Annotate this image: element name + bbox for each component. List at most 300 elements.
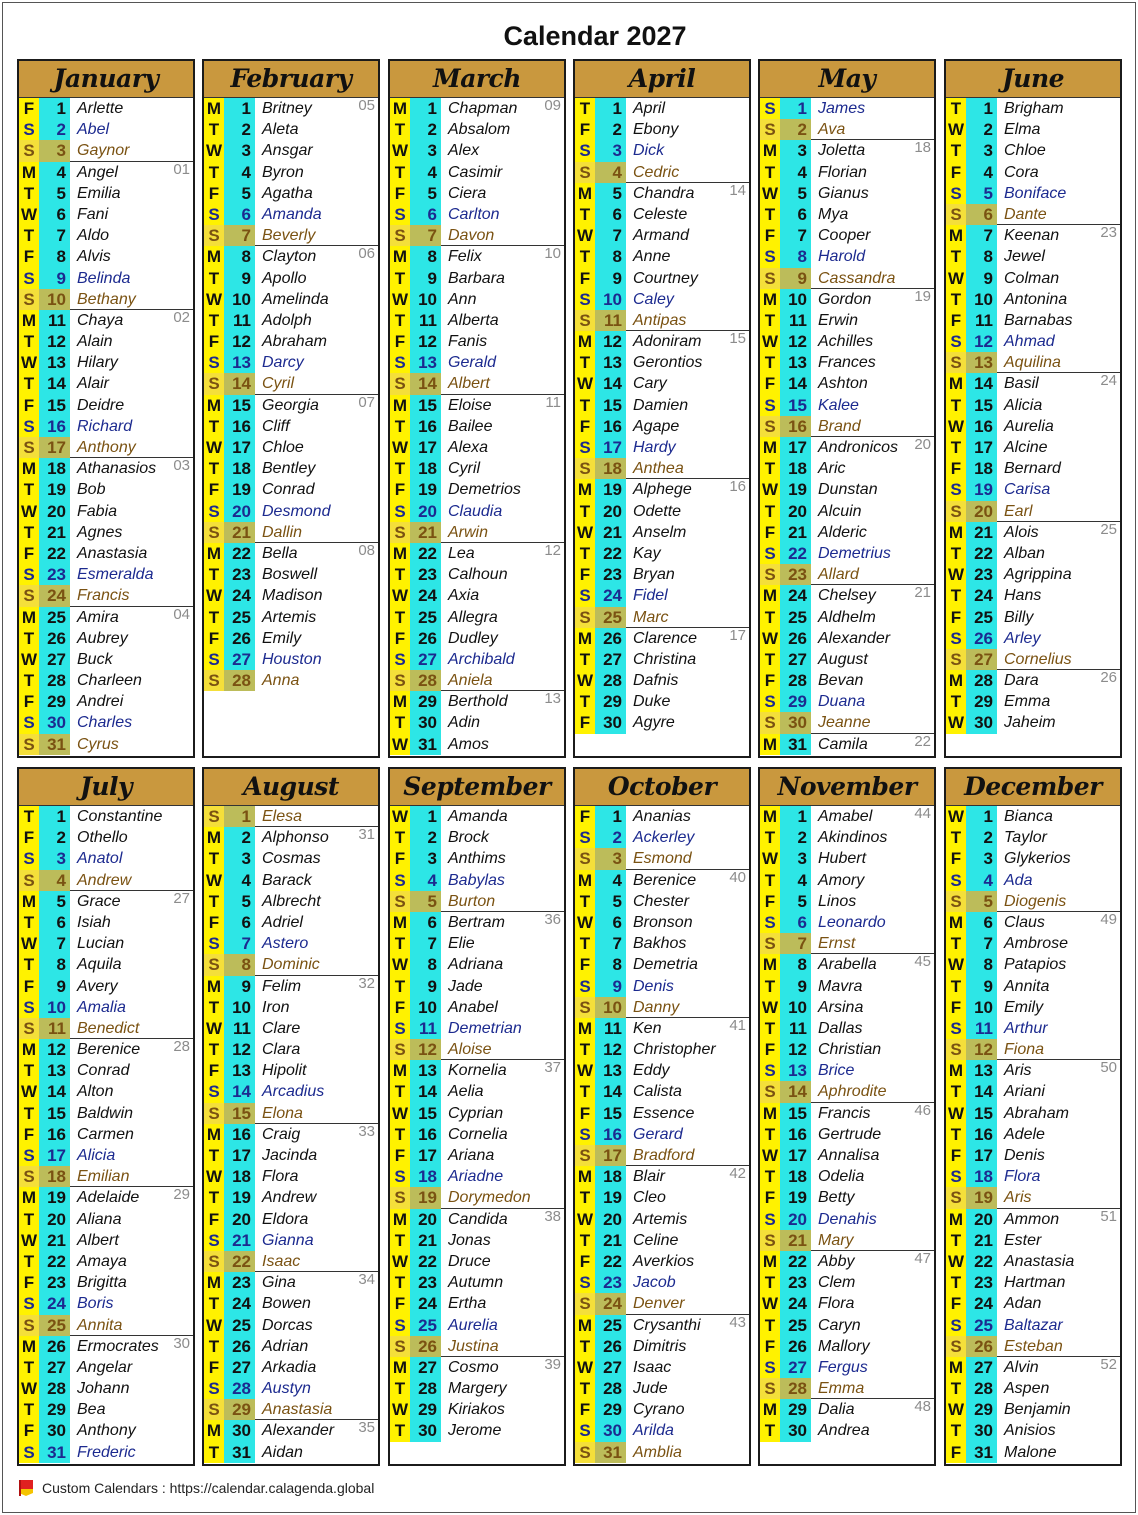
day-of-week-letter: S xyxy=(19,1018,39,1039)
name-day: Georgia xyxy=(262,396,319,414)
week-number: 27 xyxy=(173,889,190,907)
day-row xyxy=(19,522,193,543)
day-of-week-letter: M xyxy=(390,395,410,416)
day-of-week-letter: M xyxy=(575,1166,595,1187)
day-row xyxy=(204,98,378,119)
day-number: 16 xyxy=(224,416,255,437)
month-february xyxy=(202,59,380,758)
day-of-week-letter: F xyxy=(946,997,966,1018)
day-number: 1 xyxy=(224,806,255,827)
day-row xyxy=(19,543,193,564)
day-of-week-letter: W xyxy=(576,1209,594,1229)
day-row xyxy=(204,1315,378,1336)
day-number: 6 xyxy=(224,204,255,225)
day-of-week-letter: S xyxy=(946,1039,966,1060)
day-row xyxy=(946,649,1120,670)
day-of-week-letter: S xyxy=(204,806,224,827)
day-number: 3 xyxy=(966,140,997,161)
day-of-week-letter: M xyxy=(760,140,780,161)
day-number: 7 xyxy=(224,933,255,954)
name-day: Madison xyxy=(262,587,323,605)
day-row xyxy=(575,954,749,975)
day-of-week-letter: T xyxy=(390,933,410,954)
day-of-week-letter: W xyxy=(947,1400,965,1420)
day-row xyxy=(760,712,934,733)
name-day: Essence xyxy=(633,1104,695,1122)
day-row xyxy=(204,268,378,289)
week-number: 43 xyxy=(729,1313,746,1331)
name-day: Esteban xyxy=(997,1336,1120,1357)
name-day: Glykerios xyxy=(1004,850,1071,868)
name-day: Bryan xyxy=(633,566,675,584)
name-day: Hilary xyxy=(77,354,118,372)
day-number: 1 xyxy=(410,98,441,119)
day-of-week-letter: T xyxy=(204,458,224,479)
day-of-week-letter: S xyxy=(760,712,780,733)
day-number: 13 xyxy=(595,1060,626,1081)
day-row xyxy=(390,891,564,912)
day-of-week-letter: T xyxy=(760,827,780,848)
name-day: Aurelia xyxy=(1004,417,1054,435)
day-number: 10 xyxy=(410,997,441,1018)
name-day: Leonardo xyxy=(818,913,886,931)
name-day: Claus xyxy=(1004,913,1045,931)
day-row xyxy=(204,1251,378,1272)
day-row xyxy=(760,1251,934,1272)
day-of-week-letter: T xyxy=(390,162,410,183)
name-day: Craig xyxy=(262,1125,301,1143)
day-number: 25 xyxy=(224,607,255,628)
day-number: 3 xyxy=(224,140,255,161)
day-number: 16 xyxy=(224,1124,255,1145)
name-day: Cary xyxy=(633,375,667,393)
name-day: Christopher xyxy=(633,1041,716,1059)
week-number: 48 xyxy=(914,1398,931,1416)
day-row xyxy=(19,1166,193,1187)
name-day: Desmond xyxy=(262,502,331,520)
footer-text: Custom Calendars : https://calendar.calagenda.global xyxy=(42,1480,375,1496)
name-day: Anthony xyxy=(70,437,193,458)
name-day: Albert xyxy=(441,373,564,394)
name-day: Cyrano xyxy=(633,1401,685,1419)
day-row xyxy=(575,501,749,522)
day-number: 22 xyxy=(224,543,255,564)
day-of-week-letter: T xyxy=(946,1420,966,1441)
day-number: 1 xyxy=(966,806,997,827)
day-number: 28 xyxy=(966,1378,997,1399)
day-row xyxy=(760,310,934,331)
day-row xyxy=(760,352,934,373)
day-row xyxy=(390,331,564,352)
day-of-week-letter: S xyxy=(204,954,224,975)
day-row xyxy=(19,479,193,500)
day-of-week-letter: M xyxy=(946,1357,966,1378)
day-of-week-letter: F xyxy=(946,1145,966,1166)
day-row xyxy=(946,1230,1120,1251)
day-number: 21 xyxy=(966,1230,997,1251)
day-of-week-letter: W xyxy=(20,1082,38,1102)
month-days xyxy=(946,98,1120,734)
week-number: 21 xyxy=(914,584,931,602)
day-row xyxy=(760,246,934,267)
day-row xyxy=(204,1145,378,1166)
day-of-week-letter: M xyxy=(760,1103,780,1124)
name-day: Mary xyxy=(811,1230,934,1251)
day-number: 12 xyxy=(595,331,626,352)
day-row xyxy=(390,1272,564,1293)
day-row xyxy=(19,734,193,755)
week-number: 20 xyxy=(914,436,931,453)
name-day: Darcy xyxy=(262,354,304,372)
name-day: Emma xyxy=(1004,693,1051,711)
day-of-week-letter: F xyxy=(390,331,410,352)
name-day: Aric xyxy=(818,460,846,478)
day-of-week-letter: W xyxy=(205,1167,223,1187)
day-number: 8 xyxy=(595,954,626,975)
name-day: Taylor xyxy=(1004,829,1047,847)
day-number: 3 xyxy=(410,848,441,869)
day-number: 3 xyxy=(224,848,255,869)
day-row xyxy=(19,1209,193,1230)
footer-credit xyxy=(18,1479,374,1497)
name-day: Arcadius xyxy=(262,1083,325,1101)
day-row xyxy=(575,1420,749,1441)
name-day: Byron xyxy=(262,163,304,181)
name-day: Iron xyxy=(262,998,290,1016)
day-row xyxy=(390,1336,564,1357)
day-row xyxy=(19,268,193,289)
day-number: 4 xyxy=(224,162,255,183)
day-number: 14 xyxy=(966,1081,997,1102)
day-number: 31 xyxy=(780,734,811,755)
day-of-week-letter: T xyxy=(204,1187,224,1208)
name-day: Aris xyxy=(997,1187,1120,1208)
day-number: 6 xyxy=(595,912,626,933)
day-number: 3 xyxy=(780,140,811,161)
day-number: 10 xyxy=(39,997,70,1018)
name-day: Boswell xyxy=(262,566,318,584)
day-number: 8 xyxy=(966,246,997,267)
day-number: 24 xyxy=(39,1293,70,1314)
day-row xyxy=(760,1230,934,1251)
day-row xyxy=(760,1166,934,1187)
name-day: Fidel xyxy=(633,587,668,605)
day-row xyxy=(760,628,934,649)
day-number: 2 xyxy=(595,119,626,140)
day-row xyxy=(204,870,378,891)
name-day: Cyril xyxy=(255,373,378,394)
day-of-week-letter: M xyxy=(575,628,595,649)
name-day: Aquilina xyxy=(997,352,1120,373)
name-day: Adriana xyxy=(448,956,504,974)
day-number: 15 xyxy=(410,395,441,416)
day-of-week-letter: S xyxy=(946,1336,966,1357)
day-number: 26 xyxy=(780,1336,811,1357)
day-row xyxy=(760,607,934,628)
name-day: Elma xyxy=(1004,121,1041,139)
name-day: Abraham xyxy=(262,333,327,351)
day-of-week-letter: S xyxy=(204,1251,224,1272)
day-of-week-letter: F xyxy=(390,997,410,1018)
day-of-week-letter: F xyxy=(760,373,780,394)
day-row xyxy=(575,373,749,394)
day-row xyxy=(575,522,749,543)
day-number: 1 xyxy=(410,806,441,827)
day-row xyxy=(946,954,1120,975)
day-number: 16 xyxy=(966,1124,997,1145)
day-of-week-letter: S xyxy=(760,119,780,140)
day-number: 3 xyxy=(410,140,441,161)
day-of-week-letter: T xyxy=(575,891,595,912)
name-day: Absalom xyxy=(448,121,511,139)
day-number: 30 xyxy=(595,1420,626,1441)
name-day: Gerald xyxy=(448,354,497,372)
day-row xyxy=(575,933,749,954)
day-of-week-letter: F xyxy=(946,607,966,628)
day-number: 20 xyxy=(410,1209,441,1230)
day-number: 14 xyxy=(39,1081,70,1102)
day-number: 5 xyxy=(966,183,997,204)
day-number: 23 xyxy=(410,564,441,585)
name-day: Barbara xyxy=(448,269,505,287)
day-row xyxy=(760,585,934,606)
day-row xyxy=(204,1018,378,1039)
day-row xyxy=(390,268,564,289)
day-number: 29 xyxy=(966,691,997,712)
day-row xyxy=(760,1315,934,1336)
day-number: 8 xyxy=(780,246,811,267)
name-day: Andrea xyxy=(818,1422,870,1440)
week-number: 25 xyxy=(1100,520,1117,538)
day-of-week-letter: S xyxy=(19,268,39,289)
day-number: 22 xyxy=(780,543,811,564)
day-number: 16 xyxy=(966,416,997,437)
day-row xyxy=(204,1039,378,1060)
day-number: 7 xyxy=(39,225,70,246)
day-of-week-letter: S xyxy=(19,289,39,310)
name-day: Adan xyxy=(1004,1295,1042,1313)
day-row xyxy=(575,268,749,289)
day-of-week-letter: T xyxy=(946,437,966,458)
day-number: 19 xyxy=(780,1187,811,1208)
day-of-week-letter: T xyxy=(760,1018,780,1039)
day-number: 14 xyxy=(595,373,626,394)
name-day: Aldo xyxy=(77,227,110,245)
day-number: 5 xyxy=(966,891,997,912)
day-number: 29 xyxy=(595,691,626,712)
day-number: 19 xyxy=(780,479,811,500)
day-number: 7 xyxy=(966,933,997,954)
week-number: 35 xyxy=(358,1419,375,1437)
day-number: 31 xyxy=(966,1442,997,1463)
name-day: Felix xyxy=(448,248,482,266)
day-row xyxy=(204,933,378,954)
day-row xyxy=(760,564,934,585)
day-of-week-letter: W xyxy=(391,438,409,457)
day-number: 13 xyxy=(780,1060,811,1081)
day-number: 9 xyxy=(966,976,997,997)
day-number: 27 xyxy=(224,649,255,670)
day-of-week-letter: T xyxy=(204,607,224,628)
day-number: 24 xyxy=(224,585,255,606)
month-title: March xyxy=(390,61,564,98)
day-of-week-letter: T xyxy=(760,501,780,522)
day-number: 23 xyxy=(410,1272,441,1293)
day-number: 24 xyxy=(410,1293,441,1314)
week-number: 49 xyxy=(1100,910,1117,928)
day-row xyxy=(946,352,1120,373)
day-of-week-letter: T xyxy=(390,416,410,437)
name-day: Brand xyxy=(811,416,934,437)
day-of-week-letter: S xyxy=(575,1420,595,1441)
day-row xyxy=(946,585,1120,606)
day-of-week-letter: W xyxy=(205,1315,223,1335)
day-row xyxy=(946,1315,1120,1336)
day-number: 16 xyxy=(410,1124,441,1145)
day-row xyxy=(204,1166,378,1187)
week-number: 42 xyxy=(729,1165,746,1183)
day-of-week-letter: T xyxy=(575,352,595,373)
day-of-week-letter: F xyxy=(390,183,410,204)
day-of-week-letter: S xyxy=(19,585,39,606)
day-row xyxy=(19,1251,193,1272)
day-number: 18 xyxy=(410,458,441,479)
name-day: Jacinda xyxy=(262,1147,318,1164)
day-row xyxy=(390,437,564,458)
day-row xyxy=(19,649,193,670)
day-of-week-letter: T xyxy=(390,827,410,848)
day-number: 29 xyxy=(780,1399,811,1420)
day-row xyxy=(760,1187,934,1208)
name-day: Carmen xyxy=(77,1125,134,1143)
day-row xyxy=(575,1124,749,1145)
name-day: Anne xyxy=(633,248,671,266)
day-row xyxy=(19,1081,193,1102)
day-row xyxy=(19,1293,193,1314)
day-row xyxy=(19,437,193,458)
day-number: 9 xyxy=(780,268,811,289)
name-day: James xyxy=(818,100,866,117)
day-row xyxy=(946,183,1120,204)
day-row xyxy=(760,416,934,437)
name-day: Boniface xyxy=(1004,184,1067,202)
day-number: 1 xyxy=(39,98,70,119)
day-of-week-letter: S xyxy=(760,98,780,119)
name-day: Arley xyxy=(1004,629,1041,647)
month-title: July xyxy=(19,769,193,806)
day-of-week-letter: T xyxy=(204,268,224,289)
day-of-week-letter: S xyxy=(19,734,39,755)
day-of-week-letter: S xyxy=(19,1145,39,1166)
day-of-week-letter: M xyxy=(204,98,224,119)
day-row xyxy=(946,310,1120,331)
day-of-week-letter: T xyxy=(390,976,410,997)
day-of-week-letter: T xyxy=(946,289,966,310)
day-row xyxy=(946,437,1120,458)
day-number: 4 xyxy=(39,162,70,183)
day-of-week-letter: M xyxy=(575,1018,595,1039)
week-number: 28 xyxy=(173,1038,190,1056)
day-number: 21 xyxy=(966,522,997,543)
name-day: Carlton xyxy=(448,205,500,223)
day-number: 31 xyxy=(224,1442,255,1463)
day-of-week-letter: W xyxy=(391,1400,409,1420)
day-number: 12 xyxy=(39,331,70,352)
week-number: 50 xyxy=(1100,1059,1117,1077)
day-number: 24 xyxy=(410,585,441,606)
week-number: 26 xyxy=(1100,669,1117,687)
week-number: 16 xyxy=(729,478,746,496)
name-day: Akindinos xyxy=(818,829,888,847)
month-days xyxy=(19,98,193,755)
day-of-week-letter: M xyxy=(390,543,410,564)
day-of-week-letter: W xyxy=(391,1103,409,1123)
name-day: Flora xyxy=(1004,1168,1041,1186)
day-row xyxy=(760,225,934,246)
day-row xyxy=(390,1357,564,1378)
day-row xyxy=(760,954,934,975)
name-day: Frederic xyxy=(77,1443,136,1461)
name-day: Calhoun xyxy=(448,566,508,584)
day-row xyxy=(575,458,749,479)
name-day: Benedict xyxy=(70,1018,193,1039)
name-day: Basil xyxy=(1004,375,1039,393)
day-row xyxy=(760,1336,934,1357)
day-of-week-letter: S xyxy=(390,870,410,891)
name-day: Duana xyxy=(818,693,866,711)
day-row xyxy=(390,1378,564,1399)
name-day: Jaheim xyxy=(1004,714,1056,732)
day-row xyxy=(575,289,749,310)
day-of-week-letter: S xyxy=(575,1124,595,1145)
name-day: Dara xyxy=(1004,672,1039,690)
name-day: Dunstan xyxy=(818,481,878,499)
name-day: Aleta xyxy=(262,121,299,139)
month-days xyxy=(946,806,1120,1463)
day-number: 28 xyxy=(39,670,70,691)
name-day: Fiona xyxy=(997,1039,1120,1060)
day-number: 30 xyxy=(966,712,997,733)
day-row xyxy=(204,997,378,1018)
name-day: Crysanthi xyxy=(633,1316,701,1334)
name-day: Alberta xyxy=(448,311,499,329)
day-row xyxy=(946,912,1120,933)
day-of-week-letter: F xyxy=(204,1357,224,1378)
day-number: 18 xyxy=(780,458,811,479)
day-row xyxy=(390,522,564,543)
day-number: 14 xyxy=(224,373,255,394)
day-number: 5 xyxy=(595,183,626,204)
name-day: Fabia xyxy=(77,502,118,520)
day-number: 9 xyxy=(39,976,70,997)
day-of-week-letter: T xyxy=(575,501,595,522)
day-of-week-letter: S xyxy=(19,1166,39,1187)
name-day: Alicia xyxy=(77,1147,116,1164)
day-row xyxy=(390,1293,564,1314)
name-day: Claudia xyxy=(448,502,503,520)
name-day: Odelia xyxy=(818,1168,865,1186)
day-number: 8 xyxy=(410,954,441,975)
name-day: Margery xyxy=(448,1380,507,1398)
day-number: 30 xyxy=(595,712,626,733)
day-of-week-letter: M xyxy=(19,1039,39,1060)
day-row xyxy=(19,98,193,119)
day-of-week-letter: T xyxy=(946,1081,966,1102)
day-number: 8 xyxy=(39,246,70,267)
day-row xyxy=(946,543,1120,564)
name-day: Aspen xyxy=(1004,1380,1050,1398)
day-of-week-letter: F xyxy=(946,848,966,869)
